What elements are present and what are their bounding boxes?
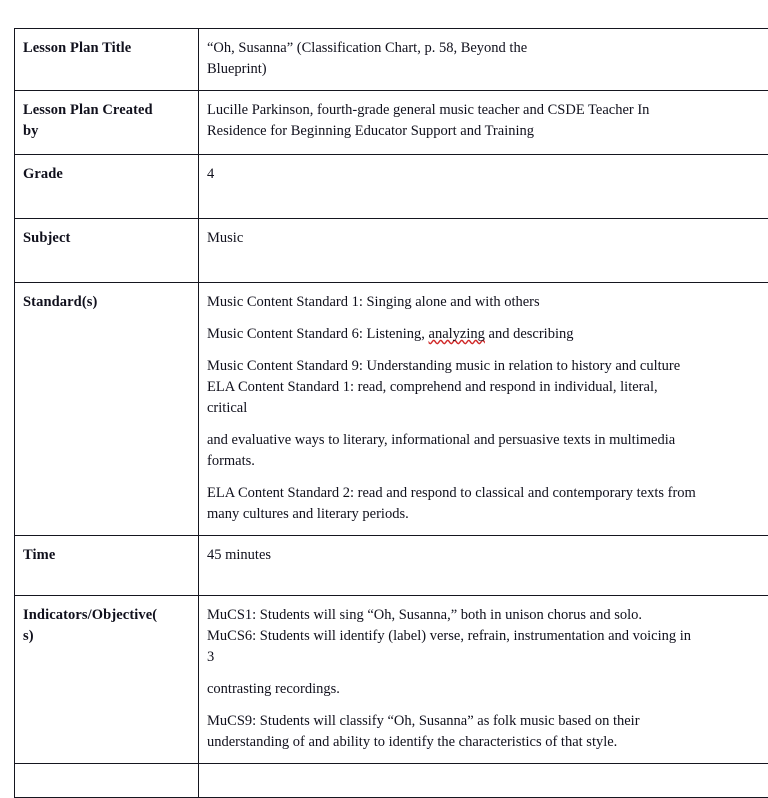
text-line: 4 — [207, 164, 768, 185]
table-row-time — [15, 536, 768, 596]
misspelled-word: analyzing — [429, 326, 485, 342]
paragraph-standard-6 — [207, 324, 768, 345]
row-value-lesson-plan-created-by — [199, 91, 768, 155]
text-line: 3 — [207, 647, 768, 668]
text-line: Music Content Standard 9: Understanding music in relation to history and culture — [207, 356, 768, 377]
text-line: 45 minutes — [207, 545, 768, 566]
row-label-time — [15, 536, 199, 596]
text-line: Music — [207, 228, 768, 249]
text-line: MuCS6: Students will identify (label) verse, refrain, instrumentation and voicing in — [207, 626, 768, 647]
text-line: understanding of and ability to identify the characteristics of that style. — [207, 732, 768, 753]
paragraph — [207, 164, 768, 185]
table-row-subject — [15, 219, 768, 283]
paragraph — [207, 100, 768, 142]
table-row-indicators-objectives — [15, 596, 768, 764]
text-line: Lucille Parkinson, fourth-grade general music teacher and CSDE Teacher In — [207, 100, 768, 121]
paragraph-ela-standard-2 — [207, 483, 768, 525]
text-line: Residence for Beginning Educator Support and Training — [207, 121, 768, 142]
text-segment: and describing — [485, 326, 574, 342]
paragraph-standard-1 — [207, 292, 768, 313]
text-line: ELA Content Standard 1: read, comprehend and respond in individual, literal, — [207, 377, 768, 398]
label-text: Grade — [23, 164, 190, 185]
paragraph — [207, 38, 768, 80]
row-label-subject — [15, 219, 199, 283]
paragraph-contrasting-recordings — [207, 679, 768, 700]
row-label-indicators-objectives — [15, 596, 199, 764]
text-line: Blueprint) — [207, 59, 768, 80]
text-line-with-misspelling — [207, 324, 768, 345]
text-line: MuCS1: Students will sing “Oh, Susanna,” both in unison chorus and solo. — [207, 605, 768, 626]
label-text-line: Indicators/Objective( — [23, 605, 190, 626]
row-value-standards — [199, 283, 768, 536]
text-line: contrasting recordings. — [207, 679, 768, 700]
paragraph-mucs9 — [207, 711, 768, 753]
text-line: MuCS9: Students will classify “Oh, Susanna” as folk music based on their — [207, 711, 768, 732]
row-value-time — [199, 536, 768, 596]
row-value-next-partial — [199, 764, 768, 798]
paragraph-mucs1-mucs6 — [207, 605, 768, 668]
text-line: and evaluative ways to literary, informational and persuasive texts in multimedia — [207, 430, 768, 451]
row-label-lesson-plan-title — [15, 29, 199, 91]
label-text: Standard(s) — [23, 292, 190, 313]
text-line: many cultures and literary periods. — [207, 504, 768, 525]
row-label-grade — [15, 155, 199, 219]
text-line: critical — [207, 398, 768, 419]
label-text: Time — [23, 545, 190, 566]
table-row-next-partial — [15, 764, 768, 798]
label-text-line: Lesson Plan Created — [23, 100, 190, 121]
label-text-line: s) — [23, 626, 190, 647]
table-row-lesson-plan-created-by — [15, 91, 768, 155]
label-text-line: by — [23, 121, 190, 142]
paragraph — [207, 228, 768, 249]
table-row-lesson-plan-title — [15, 29, 768, 91]
table-row-standards — [15, 283, 768, 536]
row-value-lesson-plan-title — [199, 29, 768, 91]
row-value-grade — [199, 155, 768, 219]
row-label-standards — [15, 283, 199, 536]
paragraph-standard-9-and-ela-1 — [207, 356, 768, 419]
row-label-next-partial — [15, 764, 199, 798]
text-segment: Music Content Standard 6: Listening, — [207, 326, 429, 342]
lesson-plan-table — [14, 28, 768, 798]
text-line: “Oh, Susanna” (Classification Chart, p. 58, Beyond the — [207, 38, 768, 59]
text-line: formats. — [207, 451, 768, 472]
table-body — [15, 29, 768, 798]
text-line: Music Content Standard 1: Singing alone and with others — [207, 292, 768, 313]
text-line: ELA Content Standard 2: read and respond to classical and contemporary texts from — [207, 483, 768, 504]
paragraph — [207, 545, 768, 566]
row-value-indicators-objectives — [199, 596, 768, 764]
row-label-lesson-plan-created-by — [15, 91, 199, 155]
paragraph-ela-1-continued — [207, 430, 768, 472]
row-value-subject — [199, 219, 768, 283]
label-text: Subject — [23, 228, 190, 249]
table-row-grade — [15, 155, 768, 219]
label-text: Lesson Plan Title — [23, 38, 190, 59]
